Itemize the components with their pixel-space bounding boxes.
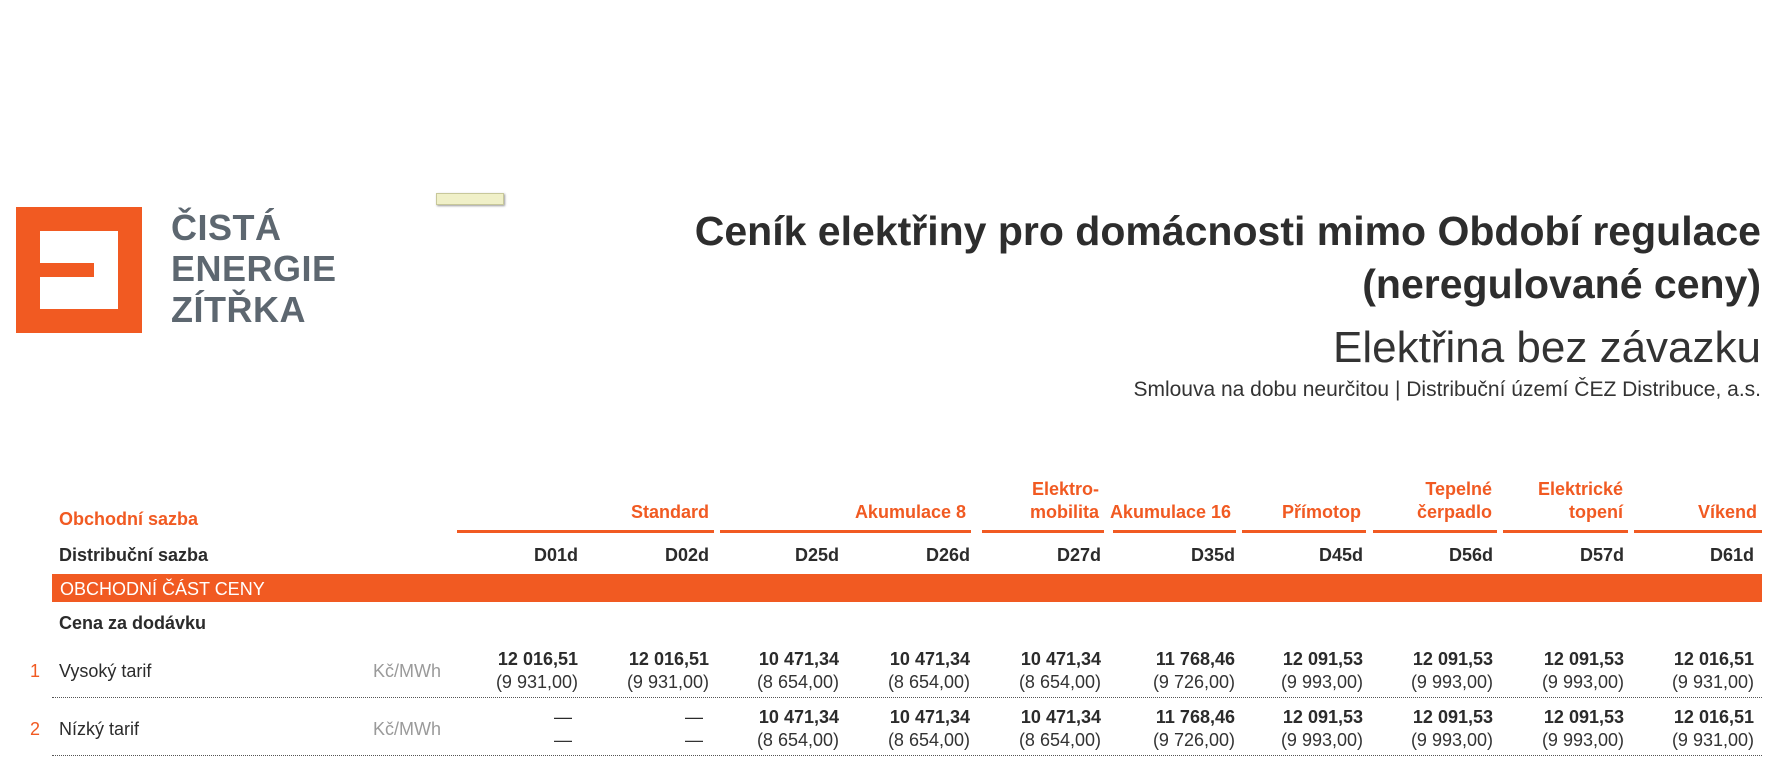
- price-value-without-vat: (8 654,00): [1018, 730, 1101, 750]
- tariff-group-underline: [1242, 530, 1366, 533]
- price-cell: [589, 648, 709, 694]
- section-label: Cena za dodávku: [59, 613, 207, 633]
- price-value: 11 768,46: [1155, 649, 1235, 669]
- price-cell: [981, 706, 1101, 752]
- annotation-note-icon[interactable]: [436, 193, 504, 205]
- price-value-without-vat: (8 654,00): [1018, 672, 1101, 692]
- row-label: Nízký tarif: [59, 719, 140, 739]
- price-value: 10 471,34: [1020, 649, 1101, 669]
- price-cell: [1634, 706, 1754, 752]
- tariff-group-line: Akumulace 8: [854, 502, 966, 522]
- price-value-without-vat: (9 993,00): [1410, 730, 1493, 750]
- logo-wordmark: [171, 207, 337, 330]
- price-value: 10 471,34: [1020, 707, 1101, 727]
- price-value-without-vat: (9 726,00): [1152, 672, 1235, 692]
- tariff-group-underline: [1373, 530, 1497, 533]
- price-cell: [1115, 648, 1235, 694]
- price-value: 12 091,53: [1282, 649, 1363, 669]
- price-value-without-vat: (8 654,00): [756, 672, 839, 692]
- logo-mark: [16, 207, 142, 333]
- distribution-code: D25d: [794, 545, 839, 565]
- logo-e-bar: [38, 263, 94, 277]
- price-cell: [1373, 706, 1493, 752]
- price-cell: [1115, 706, 1235, 752]
- price-value-without-vat: (9 931,00): [1671, 672, 1754, 692]
- tariff-group-line: topení: [1569, 502, 1623, 522]
- price-value-without-vat: (9 993,00): [1541, 672, 1624, 692]
- tariff-group-header: [1417, 478, 1492, 524]
- row-number: 2: [30, 719, 41, 739]
- price-value-without-vat: (9 993,00): [1541, 730, 1624, 750]
- tariff-group-underline: [1634, 530, 1762, 533]
- price-value: 10 471,34: [758, 649, 839, 669]
- price-cell: [1504, 706, 1624, 752]
- logo-line-1: ČISTÁ: [171, 207, 282, 248]
- price-value: 12 016,51: [1673, 707, 1754, 727]
- tariff-group-header: [855, 501, 966, 524]
- title-line-1: Ceník elektřiny pro domácnosti mimo Období regulace: [694, 208, 1761, 254]
- price-value: 11 768,46: [1155, 707, 1235, 727]
- price-value: 10 471,34: [758, 707, 839, 727]
- price-value: —: [554, 707, 572, 727]
- tariff-group-underline: [1113, 530, 1236, 533]
- row-divider: [52, 755, 1762, 756]
- price-value-without-vat: —: [685, 730, 703, 750]
- price-value: 12 016,51: [1673, 649, 1754, 669]
- tariff-group-underline: [457, 530, 714, 533]
- price-cell: [719, 706, 839, 752]
- price-cell: [1373, 648, 1493, 694]
- tariff-group-underline: [1503, 530, 1628, 533]
- row-divider: [52, 697, 1762, 698]
- price-cell: [458, 648, 578, 694]
- price-cell: [981, 648, 1101, 694]
- page-title: [695, 205, 1761, 311]
- price-value: 12 091,53: [1282, 707, 1363, 727]
- row-number: 1: [30, 661, 41, 681]
- label-obchodni-sazba: Obchodní sazba: [59, 509, 199, 529]
- distribution-code: D35d: [1190, 545, 1235, 565]
- section-band: OBCHODNÍ ČÁST CENY: [52, 574, 1762, 602]
- distribution-code: D57d: [1579, 545, 1624, 565]
- tariff-group-header: [631, 501, 709, 524]
- price-value: 12 091,53: [1543, 707, 1624, 727]
- tariff-group-header: [1110, 501, 1231, 524]
- distribution-code: D45d: [1318, 545, 1363, 565]
- price-value-without-vat: (9 993,00): [1280, 672, 1363, 692]
- distribution-code: D01d: [533, 545, 578, 565]
- tariff-group-line: Víkend: [1697, 502, 1757, 522]
- row-unit: Kč/MWh: [373, 719, 442, 739]
- tariff-group-underline: [720, 530, 971, 533]
- tariff-group-header: [1282, 501, 1361, 524]
- price-cell: [1243, 648, 1363, 694]
- price-value-without-vat: (9 931,00): [626, 672, 709, 692]
- price-cell: [589, 706, 709, 752]
- contract-note: Smlouva na dobu neurčitou | Distribuční území ČEZ Distribuce, a.s.: [1133, 378, 1761, 401]
- page-subtitle: Elektřina bez závazku: [1333, 323, 1761, 372]
- label-distribucni-sazba: Distribuční sazba: [59, 545, 209, 565]
- price-value-without-vat: (8 654,00): [887, 730, 970, 750]
- price-cell: [850, 706, 970, 752]
- tariff-group-line: Akumulace 16: [1109, 502, 1231, 522]
- tariff-group-header: [1698, 501, 1757, 524]
- price-value: 12 016,51: [628, 649, 709, 669]
- price-cell: [850, 648, 970, 694]
- tariff-group-line: Přímotop: [1282, 502, 1361, 522]
- tariff-group-line: Elektrické: [1537, 479, 1623, 499]
- price-value: 12 091,53: [1412, 649, 1493, 669]
- price-value-without-vat: (9 931,00): [495, 672, 578, 692]
- price-value-without-vat: (9 993,00): [1280, 730, 1363, 750]
- tariff-group-line: Standard: [630, 502, 709, 522]
- tariff-group-line: mobilita: [1029, 502, 1099, 522]
- price-value: 12 091,53: [1412, 707, 1493, 727]
- price-value: 12 016,51: [497, 649, 578, 669]
- logo-line-3: ZÍTŘKA: [171, 289, 306, 330]
- tariff-group-line: čerpadlo: [1416, 502, 1492, 522]
- price-cell: [1634, 648, 1754, 694]
- price-cell: [719, 648, 839, 694]
- price-value-without-vat: —: [554, 730, 572, 750]
- tariff-group-header: [1538, 478, 1623, 524]
- tariff-group-line: Elektro-: [1031, 479, 1099, 499]
- price-cell: [458, 706, 578, 752]
- price-value-without-vat: (9 726,00): [1152, 730, 1235, 750]
- logo-line-2: ENERGIE: [171, 248, 337, 289]
- tariff-group-header: [1030, 478, 1099, 524]
- distribution-code: D56d: [1448, 545, 1493, 565]
- price-value: 10 471,34: [889, 649, 970, 669]
- row-label: Vysoký tarif: [59, 661, 152, 681]
- price-cell: [1243, 706, 1363, 752]
- price-value-without-vat: (8 654,00): [756, 730, 839, 750]
- distribution-code: D61d: [1709, 545, 1754, 565]
- tariff-group-line: Tepelné: [1425, 479, 1492, 499]
- price-value-without-vat: (8 654,00): [887, 672, 970, 692]
- distribution-code: D26d: [925, 545, 970, 565]
- distribution-code: D27d: [1056, 545, 1101, 565]
- title-line-2: (neregulované ceny): [1362, 261, 1761, 307]
- row-unit: Kč/MWh: [373, 661, 442, 681]
- tariff-group-underline: [982, 530, 1104, 533]
- price-value: 10 471,34: [889, 707, 970, 727]
- distribution-code: D02d: [664, 545, 709, 565]
- price-cell: [1504, 648, 1624, 694]
- price-value: —: [685, 707, 703, 727]
- price-value-without-vat: (9 993,00): [1410, 672, 1493, 692]
- price-value: 12 091,53: [1543, 649, 1624, 669]
- price-value-without-vat: (9 931,00): [1671, 730, 1754, 750]
